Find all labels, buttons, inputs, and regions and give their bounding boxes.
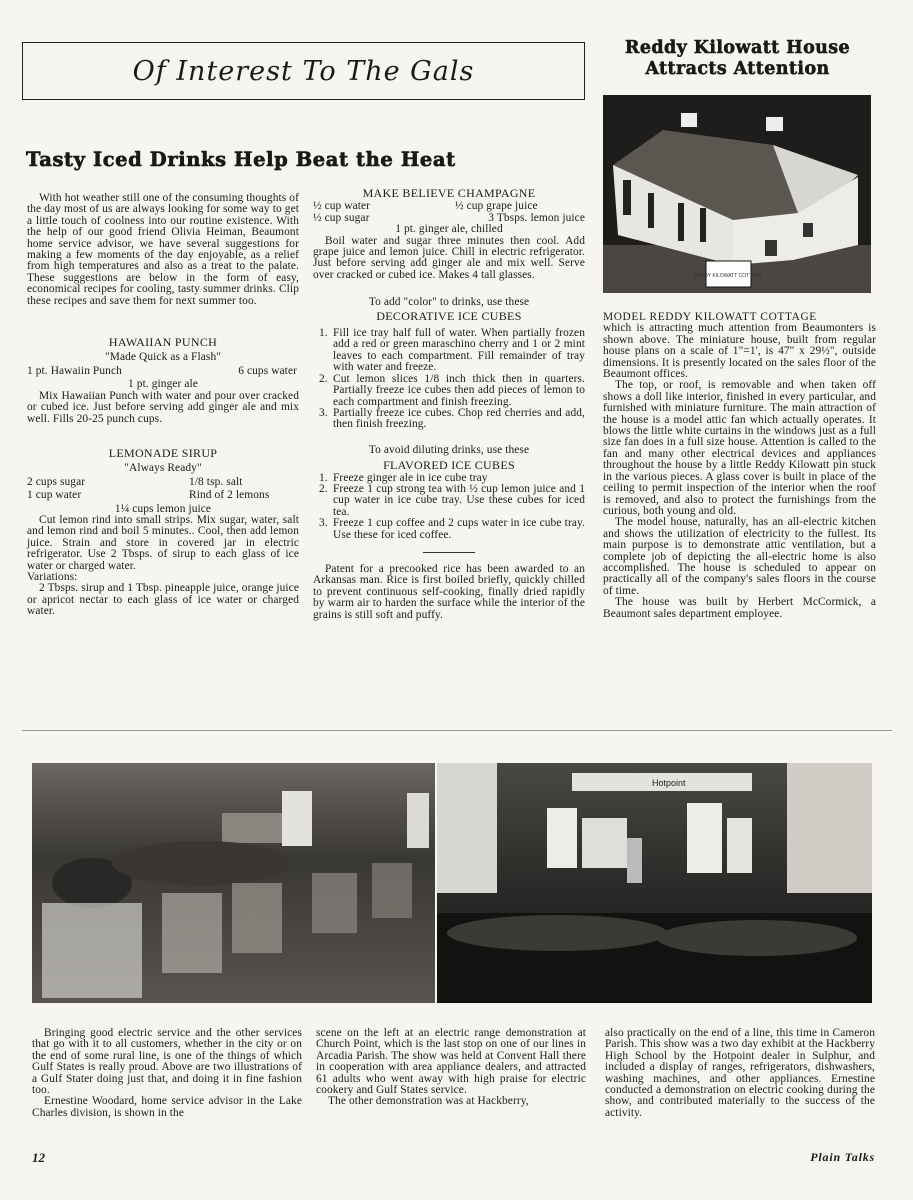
page-number: 12	[32, 1150, 45, 1165]
item-number: 2.	[319, 482, 328, 495]
hackberry-photo	[437, 763, 872, 1003]
recipe-title-decorative: DECORATIVE ICE CUBES	[376, 308, 522, 323]
item-number: 1.	[319, 327, 328, 340]
ingredient: 2 cups sugar	[27, 475, 86, 488]
recipe-title-hawaiian: HAWAIIAN PUNCH	[108, 335, 218, 350]
ingredient: 1/8 tsp. salt	[189, 475, 243, 488]
recipe-title-champagne: MAKE BELIEVE CHAMPAGNE	[362, 186, 536, 200]
item-number: 2.	[319, 372, 328, 385]
list-item	[313, 328, 585, 374]
article-title-drinks: Tasty Iced Drinks Help Beat the Heat	[26, 148, 456, 171]
drinks-column-2	[313, 188, 585, 621]
ingredient: 1¼ cups lemon juice	[114, 502, 212, 515]
recipe-subtitle: "Made Quick as a Flash"	[105, 351, 221, 364]
ingredient: 1 pt. Hawaiin Punch	[27, 364, 122, 377]
demo-column-3	[605, 1028, 875, 1119]
section-divider	[22, 730, 892, 731]
ingredient: 6 cups water	[238, 364, 297, 377]
item-text: Freeze 1 cup coffee and 2 cups water in ice cube tray. Use these for iced coffee.	[333, 517, 585, 541]
ingredient: Rind of 2 lemons	[189, 489, 270, 502]
house-column	[603, 312, 876, 620]
list-item	[313, 408, 585, 431]
title-line: Attracts Attention	[645, 59, 830, 79]
item-number: 1.	[319, 471, 328, 484]
decorative-list	[313, 328, 585, 431]
decorative-intro: To add "color" to drinks, use these	[368, 296, 530, 309]
recipe-body: Cut lemon rind into small strips. Mix sugar, water, salt and lemon rind and boil 5 minutes.. Cool, then add lemon juice. Strain and store in covered jar in electric refrigerator. Use 2 Tbsps. of sirup to each glass of ice water or charged water.	[27, 513, 299, 572]
stage-sign: Hotpoint	[652, 778, 686, 788]
recipe-title-flavored: FLAVORED ICE CUBES	[383, 458, 515, 473]
house-photo	[603, 95, 871, 293]
ingredient: 1 pt. ginger ale, chilled	[395, 223, 503, 236]
ingredient: ½ cup sugar	[313, 211, 370, 224]
item-text: Partially freeze ice cubes. Chop red cherries and add, then finish freezing.	[333, 406, 585, 431]
divider	[423, 552, 475, 553]
drinks-intro: With hot weather still one of the consuming thoughts of the day most of us are always looking for some way to get a little touch of coolness into our routine existence. With the help of our good friend Olivia Heiman, Beaumont home service advisor, we have several suggestions for making a few moments of the day enjoyable, as a relief from high temperatures and also as a treat to the palate. These suggestions are below in the form of easy, economical recipes for cooling, tasty summer drinks. Clip these recipes and save them for next summer too.	[27, 192, 299, 307]
recipe-subtitle: "Always Ready"	[124, 462, 202, 475]
demo-paragraph: scene on the left at an electric range demonstration at Church Point, which is the last stop on one of our lines in Arcadia Parish. The show was held at Convent Hall there in cooperation with area appliance dealers, and attracted 61 adults who went away with high praise for electric cookery and Gulf States service.	[316, 1027, 586, 1097]
item-text: Freeze 1 cup strong tea with ½ cup lemon juice and 1 cup water in ice cube tray. Use these cubes for iced tea.	[333, 482, 585, 518]
caption-lead: MODEL REDDY KILOWATT COTTAGE	[603, 311, 817, 323]
variations-label: Variations:	[27, 570, 78, 583]
demo-paragraph: Ernestine Woodard, home service advisor in the Lake Charles division, is shown in the	[32, 1095, 302, 1119]
house-paragraph: which is attracting much attention from Beaumonters is shown above. The miniature house, built from regular house plans on a scale of 1"=1', is 47" x 29½", outside dimensions. It is presently located on the sales floor of the Beaumont offices.	[603, 322, 876, 381]
item-text: Cut lemon slices 1/8 inch thick then in quarters. Partially freeze ice cubes then add pieces of lemon to each compartment and finish freezing.	[333, 372, 585, 408]
church-point-photo	[32, 763, 435, 1003]
item-number: 3.	[319, 517, 328, 530]
flavored-list	[313, 473, 585, 541]
recipe-body: Boil water and sugar three minutes then cool. Add grape juice and lemon juice. Chill in electric refrigerator. Just before serving add ginger ale and mix well. Serve over cracked or cubed ice. Makes 4 tall glasses.	[313, 234, 585, 281]
item-text: Freeze ginger ale in ice cube tray	[333, 471, 488, 484]
house-paragraph: The house was built by Herbert McCormick, a Beaumont sales department employee.	[603, 596, 876, 620]
rice-note: Patent for a precooked rice has been awarded to an Arkansas man. Rice is first boiled briefly, quickly chilled to prevent continuous self-cooking, finally dried rapidly by warm air to harden the surface while the interior of the grains is still soft and puffy.	[313, 562, 585, 621]
ingredient: 3 Tbsps. lemon juice	[488, 211, 585, 224]
demo-column-2	[316, 1028, 586, 1108]
ingredient: ½ cup water	[313, 200, 371, 213]
stage-image	[437, 763, 872, 1003]
item-number: 3.	[319, 406, 328, 419]
audience-image	[32, 763, 435, 1003]
recipe-body: Mix Hawaiian Punch with water and pour over cracked or cubed ice. Just before serving add ginger ale and mix well. Fills 20-25 punch cups.	[27, 389, 299, 425]
demo-paragraph: Bringing good electric service and the other services that go with it to all customers, whether in the city or on the end of some rural line, is one of the things of which Gulf States is really proud. Above are two illustrations of a Gulf Stater doing just that, and doing it in fine fashion too.	[32, 1027, 302, 1097]
title-line: Reddy Kilowatt House	[624, 38, 851, 58]
ingredient: ½ cup grape juice	[455, 200, 538, 213]
flavored-intro: To avoid diluting drinks, use these	[368, 443, 530, 456]
article-title-house	[600, 38, 875, 80]
ingredient: 1 cup water	[27, 489, 82, 502]
recipe-title-lemonade: LEMONADE SIRUP	[108, 445, 218, 460]
section-title: Of Interest To The Gals	[132, 55, 475, 87]
model-house-image	[603, 95, 871, 293]
item-text: Fill ice tray half full of water. When partially frozen add a red or green maraschino cherry and 1 or 2 mint leaves to each compartment. Fill remainder of tray with water and freeze.	[333, 327, 585, 374]
variations-text: 2 Tbsps. sirup and 1 Tbsp. pineapple juice, orange juice or apricot nectar to each glass of ice water or charged water.	[27, 582, 299, 618]
list-item	[313, 374, 585, 408]
list-item	[313, 518, 585, 541]
demo-column-1	[32, 1028, 302, 1119]
house-paragraph: The model house, naturally, has an all-electric kitchen and shows the utilization of electricity to the fullest. Its main purpose is to demonstrate attic ventilation, but a complete job of depicting the all-electric home is also accomplished. The house is scheduled to appear on practically all of the company's sales floors in the course of time.	[603, 516, 876, 597]
section-header-box	[22, 42, 585, 100]
demo-paragraph: also practically on the end of a line, this time in Cameron Parish. This show was a two day exhibit at the Hackberry High School by the Hotpoint dealer in Sulphur, and included a display of ranges, refrigerators, dishwashers, washing machines, and other appliances. Ernestine conducted a demonstration on electric cooking during the show, and contributed materially to the success of the activity.	[605, 1027, 875, 1119]
photo-sign: REDDY KILOWATT COTTAGE	[693, 273, 763, 279]
house-paragraph: The top, or roof, is removable and when taken off shows a doll like interior, finished in every particular, and furnished with miniature furniture. The main attraction of the house is a model attic fan which actually operates. It blows the little white curtains in the windows just as a full size fan does in a full size house. Attention is called to the fan and many other electrical devices and appliances throughout the house by a little Reddy Kilowatt pin stuck in the various pieces. A glass cover is built in place of the ceiling to permit inspection of the interior when the roof is removed, and also to protect the furnishings from the curious, both young and old.	[603, 379, 876, 517]
publication-name: Plain Talks	[810, 1150, 875, 1164]
drinks-column-1	[27, 193, 299, 618]
demo-paragraph: The other demonstration was at Hackberry,	[328, 1095, 529, 1108]
ingredient: 1 pt. ginger ale	[128, 378, 198, 391]
list-item	[313, 484, 585, 518]
